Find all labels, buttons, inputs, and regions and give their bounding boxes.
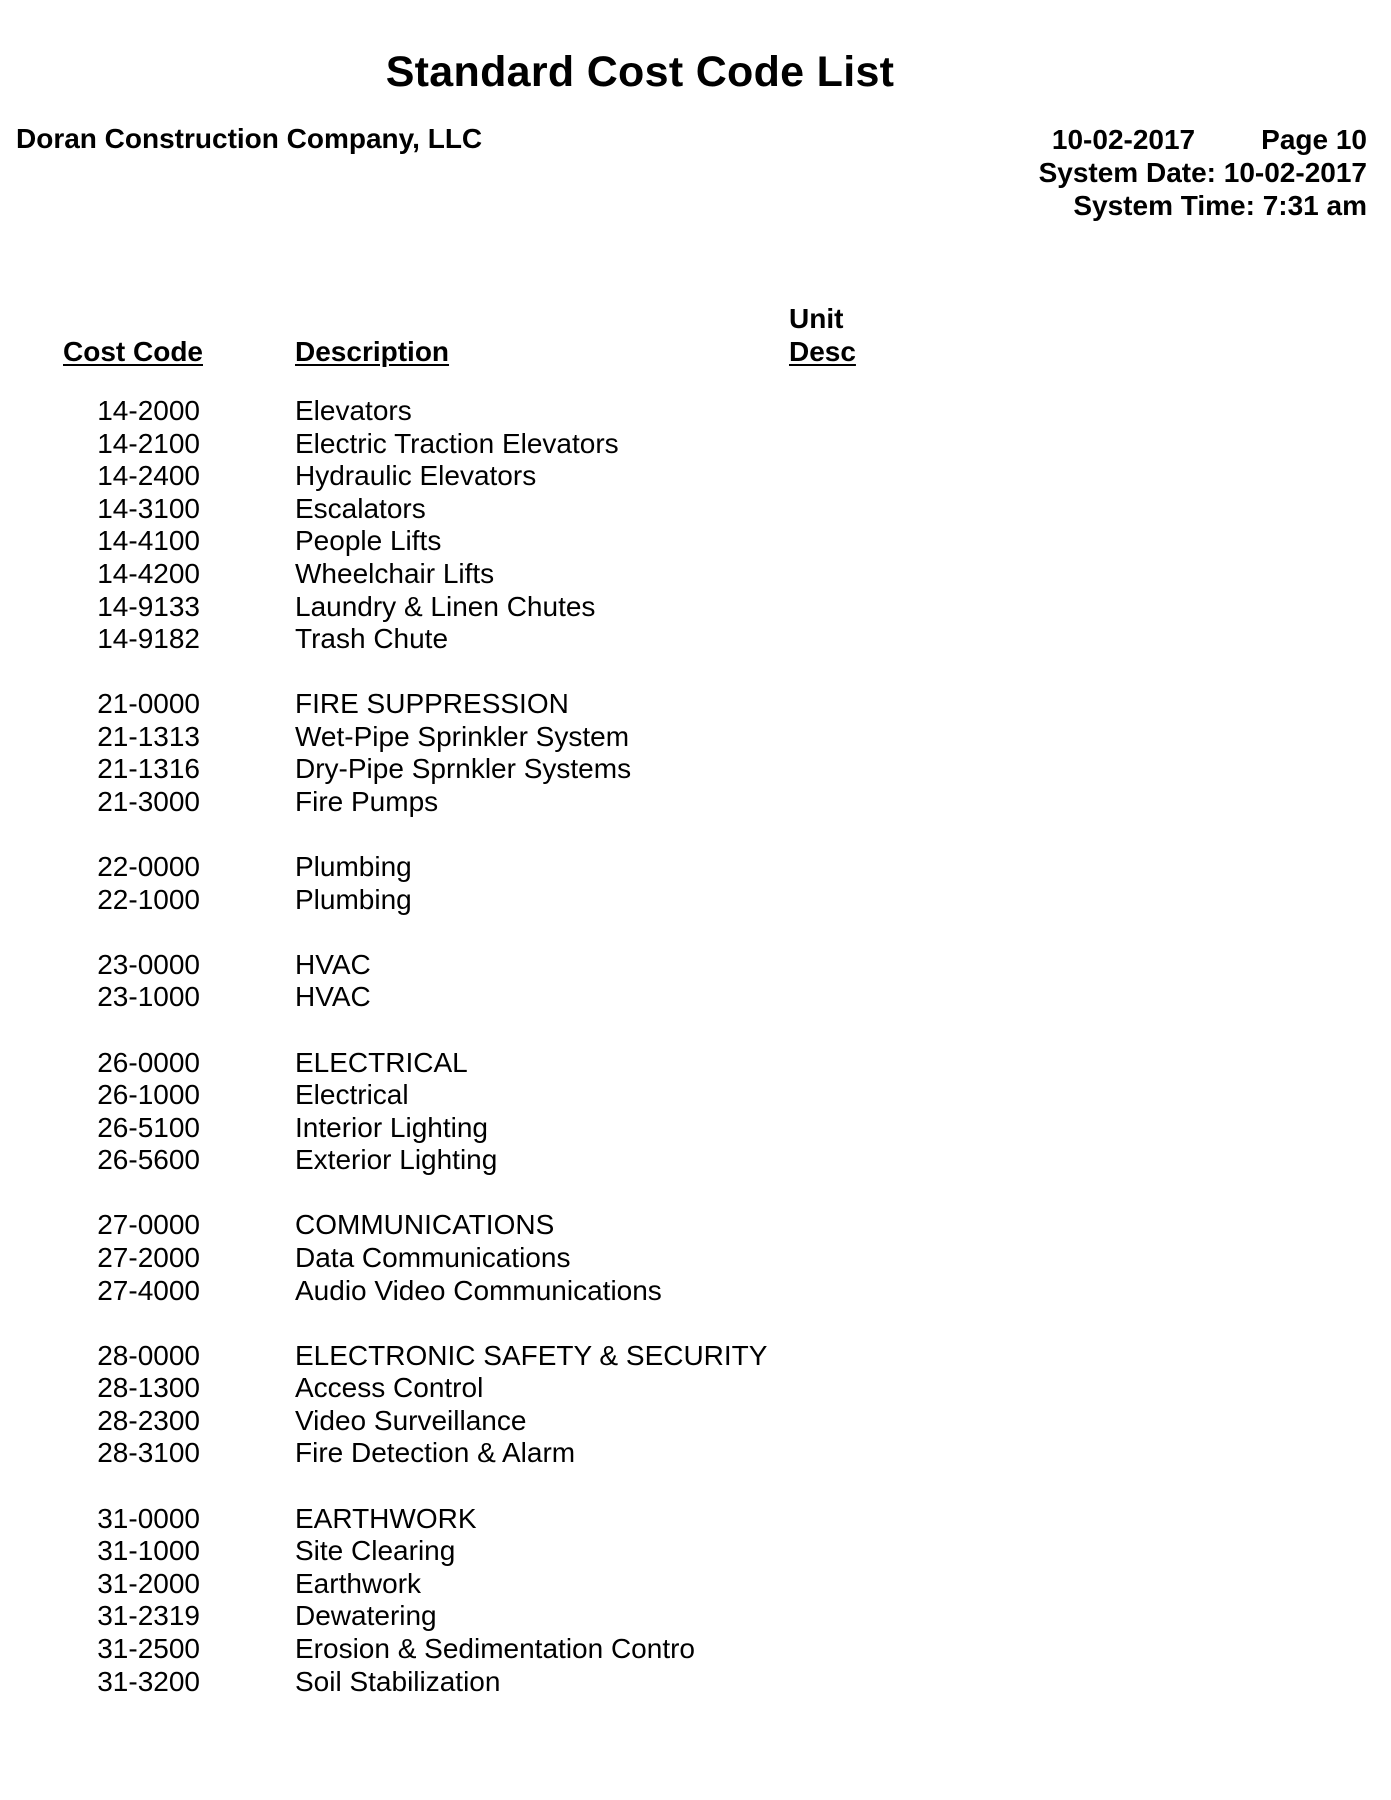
cost-code-group bbox=[0, 688, 1391, 818]
cost-code-description: Wheelchair Lifts bbox=[295, 557, 495, 589]
table-row bbox=[0, 1666, 1391, 1699]
cost-code-group bbox=[0, 1503, 1391, 1699]
cost-code-description: Dry-Pipe Sprnkler Systems bbox=[295, 753, 632, 785]
cost-code-description: Dewatering bbox=[295, 1600, 437, 1632]
cost-code-description: HVAC bbox=[295, 981, 371, 1013]
cost-code-description: Access Control bbox=[295, 1372, 484, 1404]
table-row bbox=[0, 1340, 1391, 1373]
description-header-label: Description bbox=[295, 336, 450, 367]
cost-code-description: Electrical bbox=[295, 1079, 409, 1111]
unit-header-line1: Unit bbox=[789, 303, 844, 334]
cost-code: 14-4200 bbox=[97, 557, 200, 589]
table-row bbox=[0, 1242, 1391, 1275]
table-row bbox=[0, 1437, 1391, 1470]
table-row bbox=[0, 721, 1391, 754]
cost-code: 31-1000 bbox=[97, 1535, 200, 1567]
cost-code: 31-2500 bbox=[97, 1632, 200, 1664]
cost-code-description: Plumbing bbox=[295, 851, 412, 883]
table-row bbox=[0, 786, 1391, 819]
table-row bbox=[0, 1079, 1391, 1112]
cost-code: 21-1316 bbox=[97, 753, 200, 785]
cost-code-description: Soil Stabilization bbox=[295, 1665, 501, 1697]
table-row bbox=[0, 851, 1391, 884]
cost-code-description: FIRE SUPPRESSION bbox=[295, 688, 569, 720]
column-header-unit-desc bbox=[789, 302, 856, 368]
cost-code-description: Elevators bbox=[295, 395, 412, 426]
table-row bbox=[0, 1275, 1391, 1308]
cost-code-description: Site Clearing bbox=[295, 1535, 456, 1567]
cost-code: 14-9133 bbox=[97, 590, 200, 622]
cost-code-description: Video Surveillance bbox=[295, 1404, 527, 1436]
cost-code-description: ELECTRICAL bbox=[295, 1046, 468, 1078]
cost-code: 31-2319 bbox=[97, 1600, 200, 1632]
cost-code: 14-2100 bbox=[97, 427, 200, 459]
report-header-info bbox=[1039, 123, 1367, 222]
table-row bbox=[0, 1112, 1391, 1145]
cost-code: 31-2000 bbox=[97, 1567, 200, 1599]
cost-code-description: Data Communications bbox=[295, 1241, 571, 1273]
cost-code: 14-3100 bbox=[97, 492, 200, 524]
table-row bbox=[0, 949, 1391, 982]
table-row bbox=[0, 428, 1391, 461]
cost-code-description: Earthwork bbox=[295, 1567, 422, 1599]
table-row bbox=[0, 460, 1391, 493]
table-row bbox=[0, 1633, 1391, 1666]
column-header-cost-code bbox=[63, 335, 203, 368]
cost-code: 14-2000 bbox=[97, 395, 200, 426]
cost-code: 21-1313 bbox=[97, 720, 200, 752]
cost-code: 26-0000 bbox=[97, 1046, 200, 1078]
table-row bbox=[0, 688, 1391, 721]
table-row bbox=[0, 395, 1391, 428]
company-name: Doran Construction Company, LLC bbox=[16, 123, 483, 154]
cost-code-description: COMMUNICATIONS bbox=[295, 1209, 555, 1241]
cost-code-description: Wet-Pipe Sprinkler System bbox=[295, 720, 630, 752]
cost-code: 26-5100 bbox=[97, 1111, 200, 1143]
table-row bbox=[0, 1372, 1391, 1405]
cost-code-group bbox=[0, 1047, 1391, 1177]
cost-code-description: Escalators bbox=[295, 492, 426, 524]
table-row bbox=[0, 591, 1391, 624]
cost-code-description: Interior Lighting bbox=[295, 1111, 489, 1143]
cost-code-group bbox=[0, 1340, 1391, 1470]
cost-code-description: Laundry & Linen Chutes bbox=[295, 590, 596, 622]
table-row bbox=[0, 558, 1391, 591]
table-row bbox=[0, 1209, 1391, 1242]
table-row bbox=[0, 1144, 1391, 1177]
table-row bbox=[0, 1535, 1391, 1568]
cost-code: 26-5600 bbox=[97, 1144, 200, 1176]
cost-code: 28-1300 bbox=[97, 1372, 200, 1404]
report-date: 10-02-2017 bbox=[1051, 124, 1196, 155]
cost-code-group bbox=[0, 949, 1391, 1014]
cost-code-description: People Lifts bbox=[295, 525, 442, 557]
cost-code: 14-2400 bbox=[97, 460, 200, 492]
table-row bbox=[0, 753, 1391, 786]
cost-code: 27-4000 bbox=[97, 1274, 200, 1306]
cost-code-header-label: Cost Code bbox=[63, 336, 203, 367]
system-date: System Date: 10-02-2017 bbox=[1038, 157, 1367, 188]
table-row bbox=[0, 525, 1391, 558]
table-row bbox=[0, 981, 1391, 1014]
cost-code: 28-2300 bbox=[97, 1404, 200, 1436]
table-row bbox=[0, 493, 1391, 526]
page-number: Page 10 bbox=[1261, 124, 1367, 155]
unit-header-line2: Desc bbox=[789, 336, 856, 367]
cost-code: 27-0000 bbox=[97, 1209, 200, 1241]
cost-code: 23-1000 bbox=[97, 981, 200, 1013]
cost-code: 31-0000 bbox=[97, 1502, 200, 1534]
cost-code-description: HVAC bbox=[295, 948, 371, 980]
cost-code: 21-0000 bbox=[97, 688, 200, 720]
cost-code-description: Plumbing bbox=[295, 883, 412, 915]
table-row bbox=[0, 1405, 1391, 1438]
system-time: System Time: 7:31 am bbox=[1073, 190, 1367, 221]
report-title: Standard Cost Code List bbox=[385, 48, 895, 96]
cost-code: 14-4100 bbox=[97, 525, 200, 557]
cost-code: 31-3200 bbox=[97, 1665, 200, 1697]
table-row bbox=[0, 1568, 1391, 1601]
cost-code-list bbox=[0, 395, 1391, 1731]
cost-code-description: Audio Video Communications bbox=[295, 1274, 662, 1306]
cost-code: 14-9182 bbox=[97, 623, 200, 655]
cost-code: 28-3100 bbox=[97, 1437, 200, 1469]
cost-code-group bbox=[0, 1209, 1391, 1307]
cost-code-description: Erosion & Sedimentation Contro bbox=[295, 1632, 695, 1664]
cost-code: 21-3000 bbox=[97, 786, 200, 818]
column-header-description bbox=[295, 335, 449, 368]
cost-code: 22-0000 bbox=[97, 851, 200, 883]
cost-code-description: Fire Detection & Alarm bbox=[295, 1437, 576, 1469]
cost-code-description: ELECTRONIC SAFETY & SECURITY bbox=[295, 1339, 768, 1371]
cost-code: 28-0000 bbox=[97, 1339, 200, 1371]
table-row bbox=[0, 884, 1391, 917]
cost-code-group bbox=[0, 851, 1391, 916]
table-row bbox=[0, 623, 1391, 656]
cost-code-group bbox=[0, 395, 1391, 656]
cost-code-description: Electric Traction Elevators bbox=[295, 427, 619, 459]
cost-code-description: EARTHWORK bbox=[295, 1502, 477, 1534]
cost-code: 26-1000 bbox=[97, 1079, 200, 1111]
table-row bbox=[0, 1600, 1391, 1633]
cost-code: 23-0000 bbox=[97, 948, 200, 980]
cost-code-description: Trash Chute bbox=[295, 623, 449, 655]
cost-code-description: Exterior Lighting bbox=[295, 1144, 498, 1176]
cost-code-description: Hydraulic Elevators bbox=[295, 460, 537, 492]
table-row bbox=[0, 1047, 1391, 1080]
table-row bbox=[0, 1503, 1391, 1536]
cost-code: 27-2000 bbox=[97, 1241, 200, 1273]
cost-code-description: Fire Pumps bbox=[295, 786, 439, 818]
cost-code: 22-1000 bbox=[97, 883, 200, 915]
